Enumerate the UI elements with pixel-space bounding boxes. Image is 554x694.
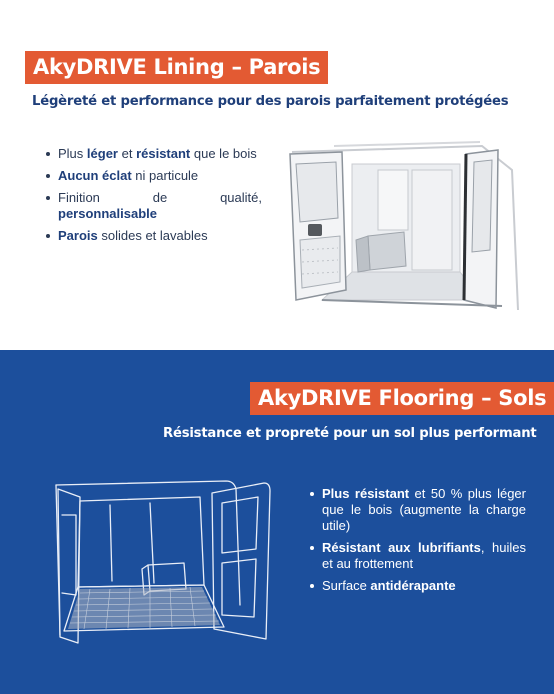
lining-feature-2: Aucun éclat ni particule — [44, 168, 262, 184]
lining-feature-4: Parois solides et lavables — [44, 228, 262, 244]
lining-features-list — [44, 146, 262, 250]
flooring-section — [0, 350, 554, 694]
lining-title: AkyDRIVE Lining – Parois — [25, 51, 328, 84]
flooring-title: AkyDRIVE Flooring – Sols — [250, 382, 554, 415]
van-lining-image — [282, 140, 522, 320]
flooring-feature-1: Plus résistant et 50 % plus léger que le bois (augmente la charge utile) — [308, 486, 526, 534]
lining-feature-1: Plus léger et résistant que le bois — [44, 146, 262, 162]
flooring-feature-3: Surface antidérapante — [308, 578, 526, 594]
flooring-feature-2: Résistant aux lubrifiants, huiles et au frottement — [308, 540, 526, 572]
lining-subtitle: Légèreté et performance pour des parois parfaitement protégées — [32, 94, 509, 109]
lining-feature-3: Finition de qualité, personnalisable — [44, 190, 262, 222]
flooring-features-list — [308, 486, 526, 600]
van-flooring-image — [50, 475, 275, 650]
flooring-subtitle: Résistance et propreté pour un sol plus performant — [163, 426, 537, 441]
